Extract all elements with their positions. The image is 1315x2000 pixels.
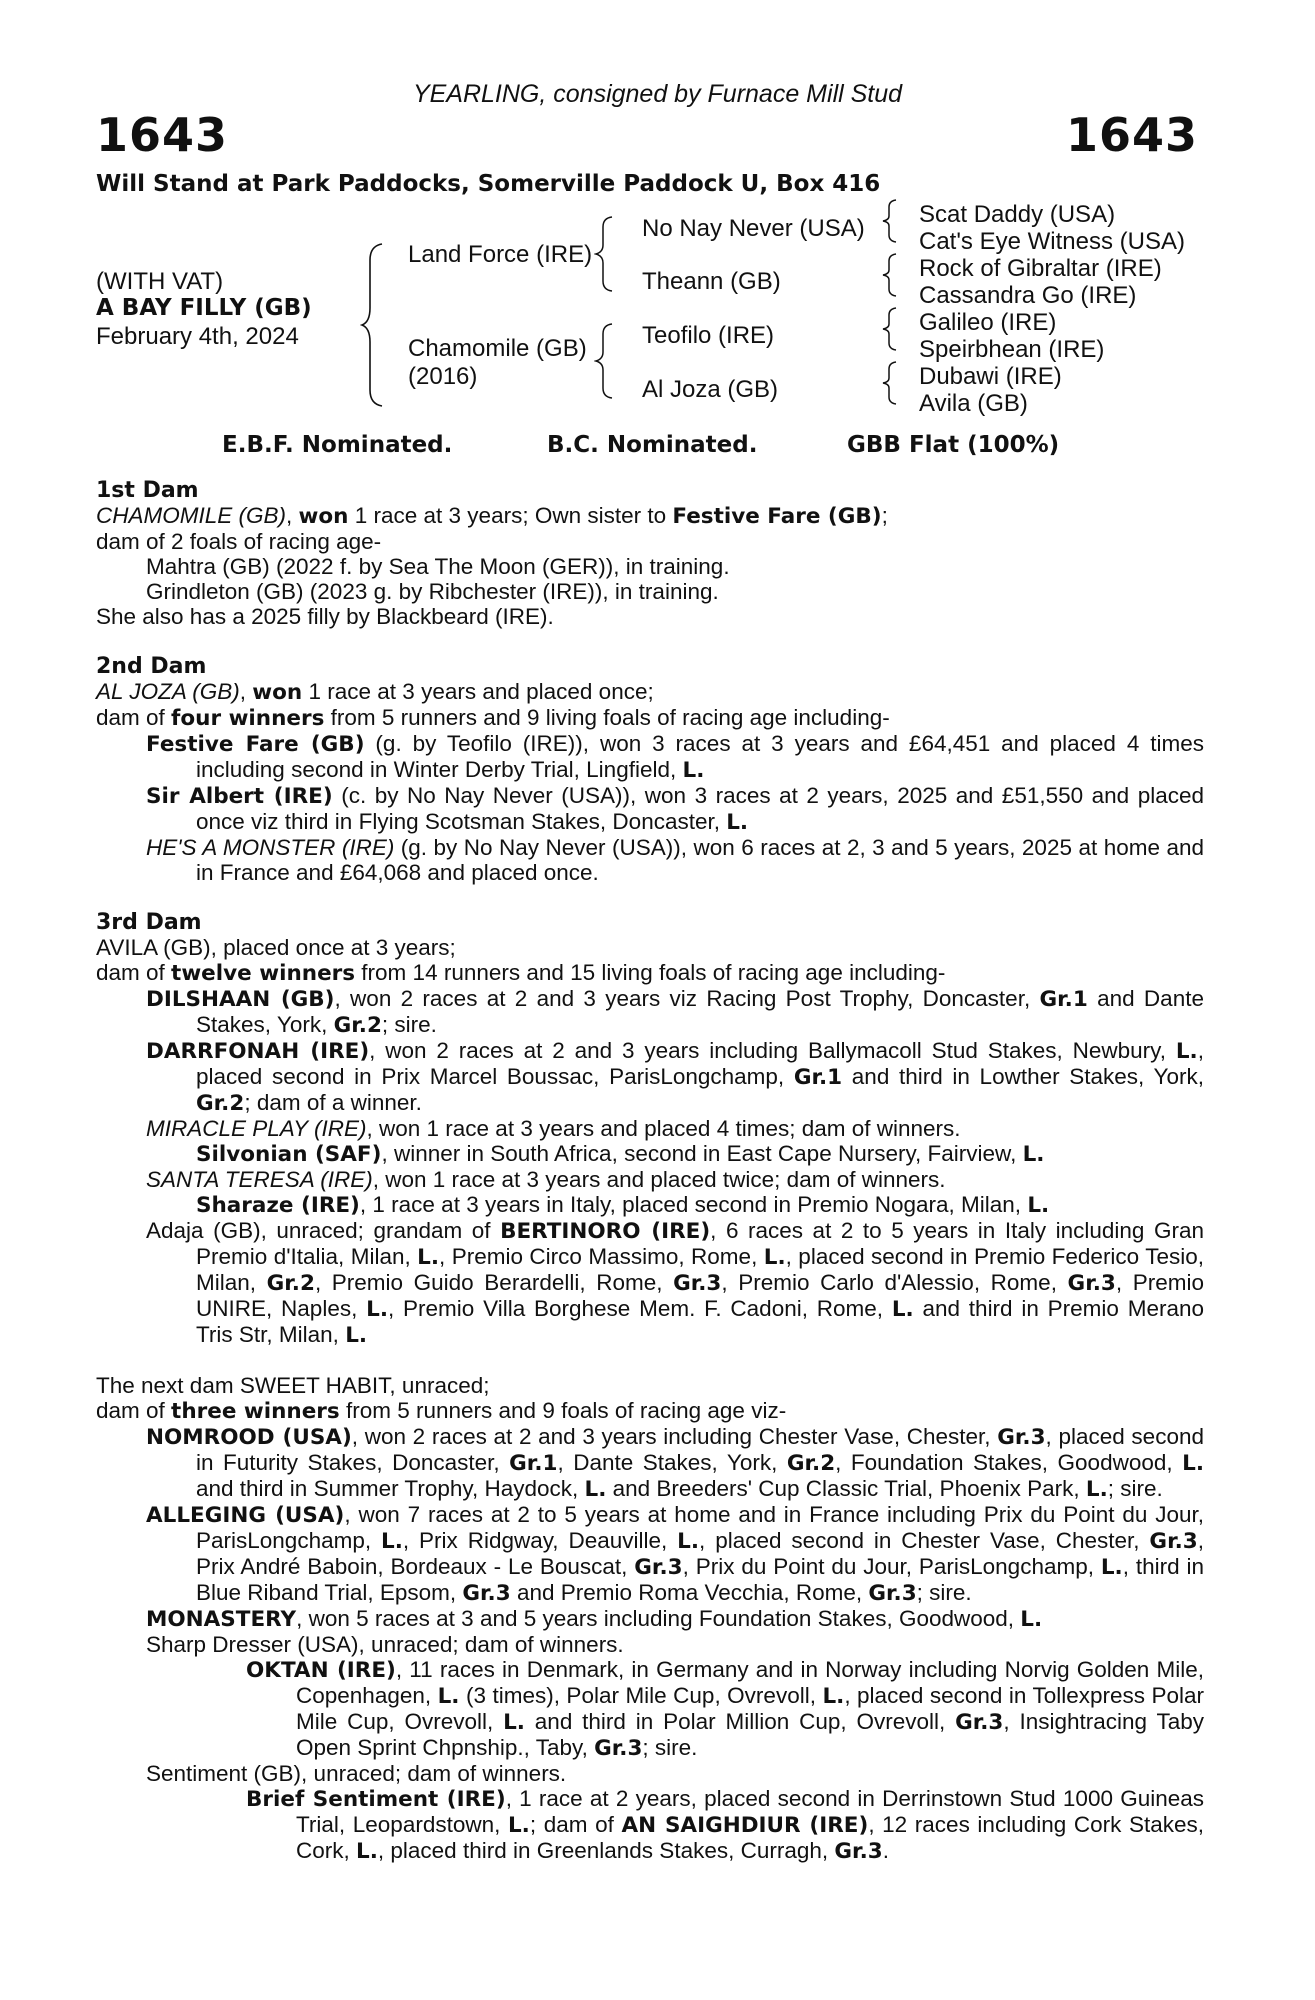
text: , third in Blue Riband Trial, Epsom,	[196, 1554, 1204, 1605]
lot-number-right: 1643	[1065, 108, 1198, 162]
horse-name: DARRFONAH (IRE)	[146, 1039, 370, 1064]
text: , Premio Villa Borghese Mem. F. Cadoni, Rome,	[388, 1296, 892, 1321]
produce-entry: Sharp Dresser (USA), unraced; dam of winners.	[146, 1632, 624, 1657]
grade: L.	[1020, 1607, 1043, 1632]
text: , 11 races in Denmark, in Germany and in Norway including Norvig Golden Mile, Copenhagen,	[296, 1657, 1204, 1708]
produce-item: Mahtra (GB) (2022 f. by Sea The Moon (GER)), in training.	[146, 554, 730, 579]
text: , Premio UNIRE, Naples,	[196, 1270, 1204, 1321]
produce-entry	[96, 1786, 1204, 1864]
grandsire-5: Galileo (IRE)	[919, 309, 1057, 336]
horse-name: Sir Albert (IRE)	[146, 784, 333, 809]
text: and third in Polar Million Cup, Ovrevoll,	[524, 1709, 956, 1734]
grandsire-2: Cat's Eye Witness (USA)	[919, 228, 1185, 255]
consignment-line: YEARLING, consigned by Furnace Mill Stud	[412, 80, 903, 108]
grade: Gr.2	[196, 1091, 245, 1116]
grade: L.	[437, 1684, 460, 1709]
text: , Premio Guido Berardelli, Rome,	[314, 1270, 674, 1295]
text: and third in Lowther Stakes, York,	[842, 1064, 1204, 1089]
grade: Gr.3	[594, 1736, 643, 1761]
first-dam-produce-line: dam of 2 foals of racing age-	[96, 529, 382, 554]
grade: L.	[1022, 1142, 1045, 1167]
text: , Foundation Stakes, Goodwood,	[835, 1450, 1183, 1475]
text: , won 1 race at 3 years and placed twice; dam of winners.	[372, 1167, 946, 1192]
grandsire-8: Avila (GB)	[919, 390, 1028, 417]
horse-name: Brief Sentiment (IRE)	[246, 1787, 506, 1812]
text: and Breeders' Cup Classic Trial, Phoenix Park,	[606, 1476, 1086, 1501]
text: , won 2 races at 2 and 3 years viz Racing Post Trophy, Doncaster,	[334, 986, 1040, 1011]
pedigree-brace-2	[594, 213, 618, 293]
grandsire-4: Cassandra Go (IRE)	[919, 282, 1137, 309]
grade: L.	[356, 1839, 378, 1864]
text: ; sire.	[1107, 1476, 1163, 1501]
grandsire-6: Speirbhean (IRE)	[919, 336, 1105, 363]
produce-entry	[96, 783, 1204, 835]
text: , placed second in Prix Marcel Boussac, ParisLongchamp,	[196, 1038, 1204, 1089]
pedigree-brace-4	[880, 198, 902, 244]
horse-name: Sharaze (IRE)	[196, 1193, 360, 1218]
grade: Gr.3	[1149, 1529, 1198, 1554]
grade: Gr.2	[786, 1451, 836, 1476]
dam-dam: Al Joza (GB)	[642, 376, 779, 403]
grade: Gr.1	[793, 1065, 843, 1090]
grade: L.	[763, 1245, 786, 1270]
produce-item: Grindleton (GB) (2023 g. by Ribchester (IRE)), in training.	[146, 579, 719, 604]
text: dam of	[96, 1398, 172, 1423]
text: , Premio Circo Massimo, Rome,	[439, 1244, 764, 1269]
ebf-nomination: E.B.F. Nominated.	[222, 432, 453, 458]
horse-name: MONASTERY	[146, 1607, 297, 1632]
horse-name: AN SAIGHDIUR (IRE)	[621, 1813, 869, 1838]
text: , 1 race at 3 years in Italy, placed second in Premio Nogara, Milan,	[359, 1192, 1028, 1217]
grade: L.	[677, 1529, 700, 1554]
grade: Gr.3	[1067, 1271, 1116, 1296]
grade: L.	[1100, 1555, 1123, 1580]
text: , placed third in Greenlands Stakes, Curragh,	[377, 1838, 835, 1863]
grade: L.	[417, 1245, 440, 1270]
grade: Gr.3	[997, 1425, 1046, 1450]
produce-entry: Sentiment (GB), unraced; dam of winners.	[146, 1761, 567, 1786]
produce-note: She also has a 2025 filly by Blackbeard (IRE).	[96, 604, 554, 629]
text: (3 times), Polar Mile Cup, Ovrevoll,	[459, 1683, 823, 1708]
produce-entry	[96, 1038, 1204, 1116]
text: (g. by Teofilo (IRE)), won 3 races at 3 years and £64,451 and placed 4 times including second in Winter Derby Trial, Lingfield,	[196, 731, 1205, 782]
text: , winner in South Africa, second in East Cape Nursery, Fairview,	[381, 1141, 1023, 1166]
third-dam-line: AVILA (GB), placed once at 3 years;	[96, 935, 456, 960]
sister-name: Festive Fare (GB)	[672, 504, 882, 529]
text: (g. by No Nay Never (USA)), won 6 races at 2, 3 and 5 years, 2025 at home and in France and £64,068 and placed once.	[196, 835, 1204, 885]
pedigree-brace-5	[880, 252, 902, 298]
text: ; dam of	[529, 1812, 622, 1837]
grade: Gr.2	[333, 1013, 382, 1038]
grade: Gr.3	[462, 1581, 511, 1606]
grade: L.	[366, 1297, 388, 1322]
text: , Premio Carlo d'Alessio, Rome,	[721, 1270, 1068, 1295]
text: ; sire.	[642, 1735, 698, 1760]
text: ; sire.	[916, 1580, 972, 1605]
sire-dam: Theann (GB)	[642, 268, 781, 295]
text: , 1 race at 2 years, placed second in Derrinstown Stud 1000 Guineas Trial, Leopardstown,	[296, 1786, 1205, 1837]
produce-entry	[96, 1192, 1204, 1218]
produce-entry	[96, 1218, 1204, 1348]
text: , won 2 races at 2 and 3 years including Ballymacoll Stud Stakes, Newbury,	[369, 1038, 1176, 1063]
text: , Dante Stakes, York,	[557, 1450, 787, 1475]
next-dam-produce-line	[96, 1398, 1204, 1424]
third-dam-produce-line	[96, 960, 1204, 986]
text: , 6 races at 2 to 5 years in Italy including Gran Premio d'Italia, Milan,	[196, 1218, 1204, 1269]
produce-entry	[96, 1502, 1204, 1606]
horse-name: Silvonian (SAF)	[196, 1142, 382, 1167]
grade: Gr.2	[266, 1271, 315, 1296]
produce-entry	[96, 1657, 1204, 1761]
text: 1 race at 3 years; Own sister to	[348, 503, 673, 528]
sire: Land Force (IRE)	[408, 241, 593, 268]
grade: L.	[584, 1477, 607, 1502]
won-label: won	[252, 680, 303, 705]
text: , placed second in Tollexpress Polar Mile Cup, Ovrevoll,	[296, 1683, 1204, 1734]
stand-location: Will Stand at Park Paddocks, Somerville Paddock U, Box 416	[96, 171, 881, 197]
pedigree-brace-7	[880, 360, 902, 406]
grandsire-1: Scat Daddy (USA)	[919, 201, 1116, 228]
horse-name: DILSHAAN (GB)	[146, 987, 335, 1012]
winners-count: four winners	[171, 706, 325, 731]
grade: Gr.1	[1039, 987, 1088, 1012]
text: , Prix du Point du Jour, ParisLongchamp,	[682, 1554, 1101, 1579]
grade: L.	[1175, 1039, 1198, 1064]
dam: Chamomile (GB)	[408, 335, 587, 362]
dam-year: (2016)	[408, 363, 478, 390]
produce-entry	[96, 1606, 1204, 1632]
text: (c. by No Nay Never (USA)), won 3 races at 2 years, 2025 and £51,550 and placed once viz third in Flying Scotsman Stakes, Doncaster,	[196, 783, 1204, 834]
grade: L.	[891, 1297, 914, 1322]
text: , Insightracing Taby Open Sprint Chpnship., Taby,	[296, 1709, 1205, 1760]
grade: L.	[503, 1710, 525, 1735]
pedigree-brace-1	[360, 240, 390, 410]
produce-entry	[96, 1141, 1204, 1167]
second-dam-heading: 2nd Dam	[96, 654, 207, 679]
text: and third in Summer Trophy, Haydock,	[196, 1476, 585, 1501]
grade: L.	[381, 1529, 403, 1554]
sire-sire: No Nay Never (USA)	[642, 215, 865, 242]
pedigree-brace-6	[880, 306, 902, 352]
horse-name: BERTINORO (IRE)	[500, 1219, 711, 1244]
grade: L.	[345, 1323, 368, 1348]
text: ; sire.	[381, 1012, 437, 1037]
horse-name: NOMROOD (USA)	[146, 1425, 352, 1450]
text: from 5 runners and 9 living foals of racing age including-	[324, 705, 890, 730]
grandsire-7: Dubawi (IRE)	[919, 363, 1062, 390]
grade: Gr.3	[673, 1271, 722, 1296]
first-dam-heading: 1st Dam	[96, 478, 199, 503]
grade: Gr.1	[509, 1451, 558, 1476]
lot-number-left: 1643	[96, 108, 229, 162]
horse-name: A BAY FILLY (GB)	[96, 295, 312, 321]
third-dam-heading: 3rd Dam	[96, 910, 202, 935]
produce-entry	[96, 1424, 1204, 1502]
text: from 14 runners and 15 living foals of racing age including-	[355, 960, 946, 985]
horse-name: HE'S A MONSTER (IRE)	[146, 835, 395, 860]
text: ; dam of a winner.	[244, 1090, 422, 1115]
dam-name: AL JOZA (GB)	[96, 679, 240, 704]
text: and Premio Roma Vecchia, Rome,	[510, 1580, 869, 1605]
produce-entry	[96, 986, 1204, 1038]
produce-entry	[96, 1116, 1204, 1141]
text: dam of	[96, 960, 172, 985]
text: , won 5 races at 3 and 5 years including Foundation Stakes, Goodwood,	[296, 1606, 1021, 1631]
bc-nomination: B.C. Nominated.	[547, 432, 758, 458]
second-dam-produce-line	[96, 705, 1204, 731]
catalogue-body	[96, 478, 1204, 1864]
text: from 5 runners and 9 foals of racing age viz-	[339, 1398, 787, 1423]
text: , placed second in Premio Federico Tesio, Milan,	[196, 1244, 1204, 1295]
won-label: won	[298, 504, 349, 529]
text: , won 1 race at 3 years and placed 4 times; dam of winners.	[366, 1116, 961, 1141]
grandsire-3: Rock of Gibraltar (IRE)	[919, 255, 1162, 282]
text: , placed second in Futurity Stakes, Doncaster,	[196, 1424, 1204, 1475]
grade: L.	[1085, 1477, 1108, 1502]
foaling-date: February 4th, 2024	[96, 323, 299, 350]
grade: L.	[1182, 1451, 1204, 1476]
winners-count: twelve winners	[171, 961, 356, 986]
grade: L.	[682, 758, 705, 783]
grade: Gr.3	[634, 1555, 683, 1580]
text: dam of	[96, 705, 172, 730]
produce-entry	[96, 835, 1204, 885]
text: , Prix Ridgway, Deauville,	[402, 1528, 678, 1553]
horse-name: MIRACLE PLAY (IRE)	[146, 1116, 367, 1141]
dam-sire: Teofilo (IRE)	[642, 322, 775, 349]
grade: Gr.3	[868, 1581, 917, 1606]
horse-name: OKTAN (IRE)	[246, 1658, 396, 1683]
produce-entry	[96, 731, 1204, 783]
grade: L.	[822, 1684, 845, 1709]
text: 1 race at 3 years and placed once;	[302, 679, 654, 704]
dam-name: CHAMOMILE (GB)	[96, 503, 287, 528]
winners-count: three winners	[171, 1399, 340, 1424]
text: , won 7 races at 2 to 5 years at home and in France including Prix du Point du Jour, ParisLongchamp,	[196, 1502, 1205, 1553]
text: .	[882, 1838, 889, 1863]
grade: Gr.3	[955, 1710, 1004, 1735]
text: ;	[881, 503, 888, 528]
text: and Dante Stakes, York,	[196, 986, 1204, 1037]
grade: Gr.3	[834, 1839, 883, 1864]
horse-name: SANTA TERESA (IRE)	[146, 1167, 373, 1192]
second-dam-line: AL JOZA (GB), won 1 race at 3 years and placed once;	[96, 679, 654, 705]
grade: L.	[507, 1813, 530, 1838]
first-dam-line: CHAMOMILE (GB), won 1 race at 3 years; Own sister to Festive Fare (GB);	[96, 503, 888, 529]
text: , 12 races including Cork Stakes, Cork,	[296, 1812, 1204, 1863]
gbb-nomination: GBB Flat (100%)	[847, 432, 1060, 458]
next-dam-line: The next dam SWEET HABIT, unraced;	[96, 1373, 490, 1398]
text: Adaja (GB), unraced; grandam of	[146, 1218, 501, 1243]
produce-entry	[96, 1167, 1204, 1192]
text: and third in Premio Merano Tris Str, Milan,	[196, 1296, 1204, 1347]
grade: L.	[1027, 1193, 1050, 1218]
text: , placed second in Chester Vase, Chester,	[699, 1528, 1150, 1553]
pedigree-brace-3	[594, 320, 618, 400]
text: , won 2 races at 2 and 3 years including Chester Vase, Chester,	[351, 1424, 998, 1449]
grade: L.	[726, 810, 749, 835]
text: , Prix André Baboin, Bordeaux - Le Bouscat,	[196, 1528, 1204, 1579]
vat-label: (WITH VAT)	[96, 268, 224, 295]
horse-name: Festive Fare (GB)	[146, 732, 365, 757]
horse-name: ALLEGING (USA)	[146, 1503, 345, 1528]
